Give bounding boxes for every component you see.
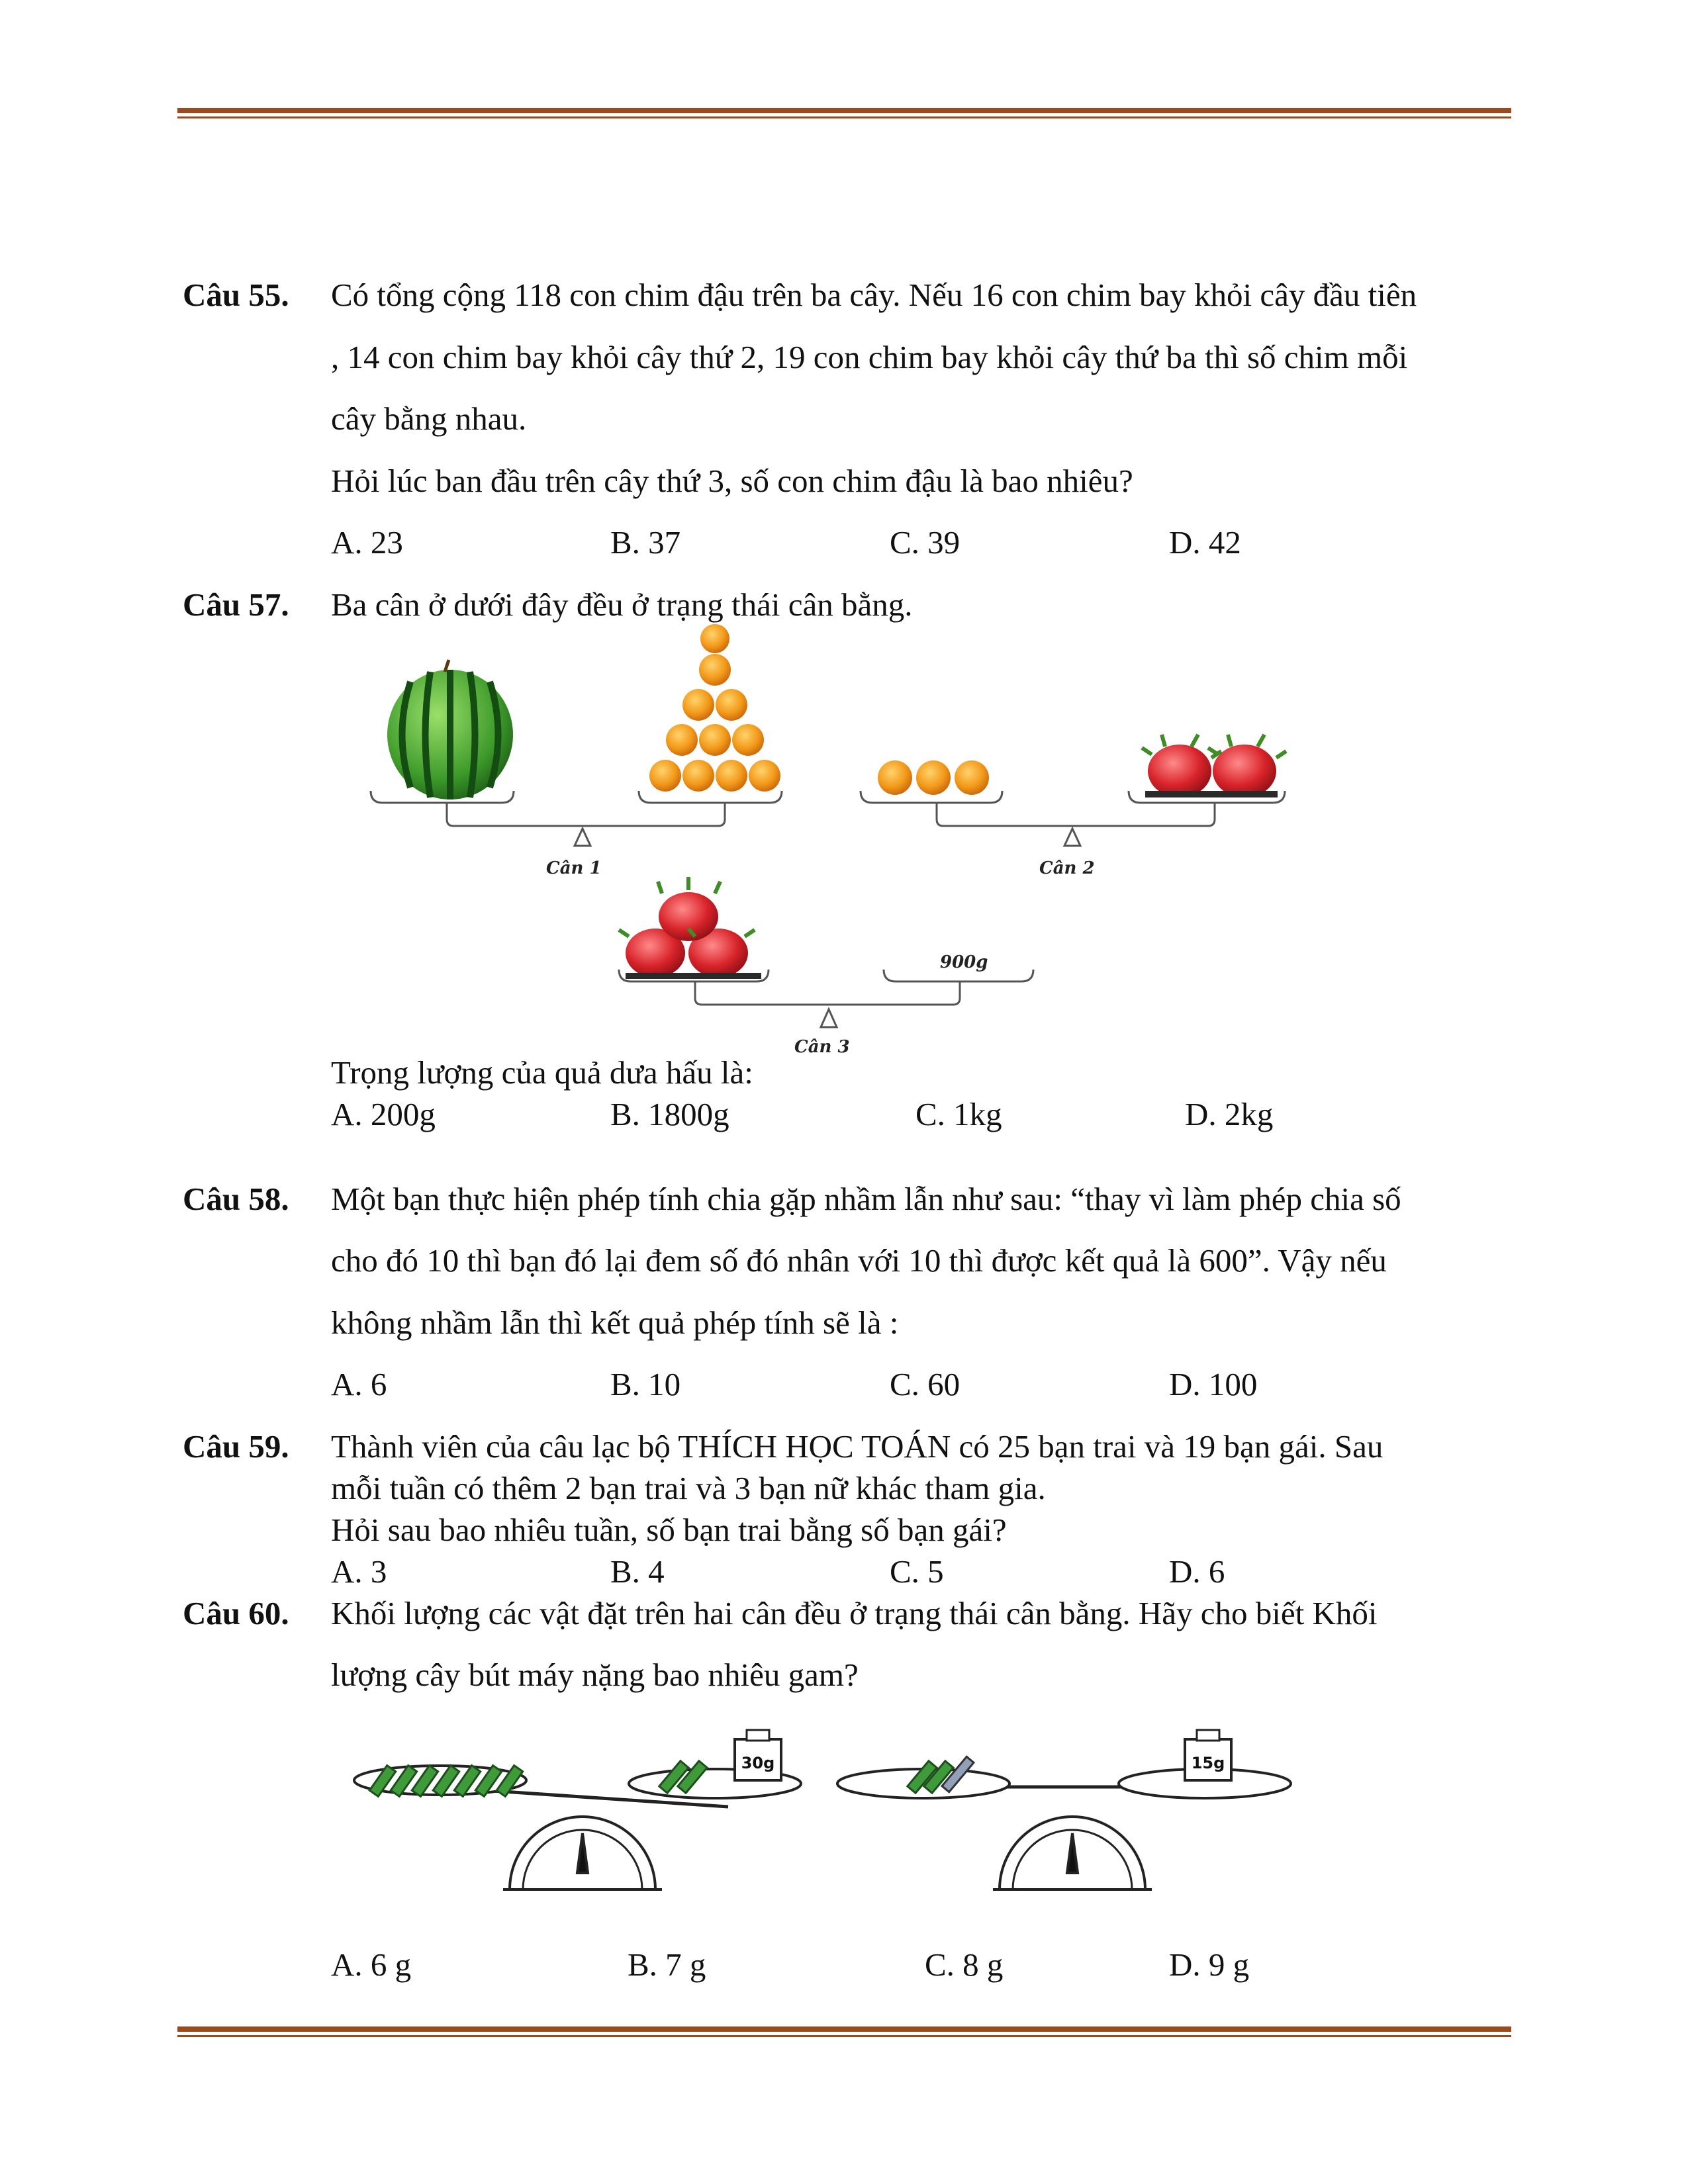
question-55-line-3: cây bằng nhau. — [331, 400, 527, 437]
scale-3-label: Cân 3 — [794, 1037, 850, 1057]
question-58-option-d: D. 100 — [1169, 1366, 1258, 1402]
question-60-option-a: A. 6 g — [331, 1946, 412, 1983]
weight-900g-label: 900g — [940, 952, 988, 972]
three-dragon-fruits-icon — [619, 877, 761, 979]
question-55-line-2: , 14 con chim bay khỏi cây thứ 2, 19 con chim bay khỏi cây thứ ba thì số chim mỗi — [331, 339, 1408, 375]
right-pen-scale — [837, 1769, 1291, 1889]
question-59-number: Câu 59. — [183, 1428, 289, 1465]
question-55-line-1: Có tổng cộng 118 con chim đậu trên ba cây. Nếu 16 con chim bay khỏi cây đầu tiên — [331, 277, 1417, 313]
question-60-line-1: Khối lượng các vật đặt trên hai cân đều ở trạng thái cân bằng. Hãy cho biết Khối — [331, 1595, 1378, 1631]
question-55-number: Câu 55. — [183, 277, 289, 313]
question-57-prompt: Trọng lượng của quả dưa hấu là: — [331, 1054, 753, 1091]
question-59-option-d: D. 6 — [1169, 1553, 1225, 1590]
bottom-divider — [177, 2026, 1511, 2037]
two-dragon-fruits-icon — [1142, 735, 1286, 797]
question-55-option-a: A. 23 — [331, 524, 403, 561]
question-58-line-1: Một bạn thực hiện phép tính chia gặp nhầm lẫn như sau: “thay vì làm phép chia số — [331, 1181, 1401, 1217]
question-55-option-d: D. 42 — [1169, 524, 1241, 561]
three-oranges-icon — [878, 760, 989, 795]
weight-30g-label: 30g — [741, 1754, 775, 1772]
question-58-line-3: không nhầm lẫn thì kết quả phép tính sẽ là : — [331, 1304, 899, 1341]
pen-scales-figure — [344, 1721, 1311, 1899]
question-59-line-1: Thành viên của câu lạc bộ THÍCH HỌC TOÁN có 25 bạn trai và 19 bạn gái. Sau — [331, 1428, 1383, 1465]
weight-15g-label: 15g — [1191, 1754, 1225, 1772]
question-59-option-c: C. 5 — [890, 1553, 944, 1590]
question-60-option-b: B. 7 g — [628, 1946, 706, 1983]
top-divider — [177, 108, 1511, 118]
question-55-option-c: C. 39 — [890, 524, 961, 561]
question-57-line-1: Ba cân ở dưới đây đều ở trạng thái cân bằng. — [331, 586, 913, 623]
oranges-pyramid-icon — [649, 624, 780, 792]
question-57-option-c: C. 1kg — [915, 1096, 1002, 1132]
balance-scales-figure — [357, 622, 1304, 1059]
question-60-option-d: D. 9 g — [1169, 1946, 1250, 1983]
question-60-line-2: lượng cây bút máy nặng bao nhiêu gam? — [331, 1657, 859, 1693]
question-59-line-3: Hỏi sau bao nhiêu tuần, số bạn trai bằng số bạn gái? — [331, 1512, 1007, 1548]
question-59-option-a: A. 3 — [331, 1553, 387, 1590]
question-60-number: Câu 60. — [183, 1595, 289, 1631]
question-58-option-a: A. 6 — [331, 1366, 387, 1402]
question-60-option-c: C. 8 g — [925, 1946, 1004, 1983]
weight-15g-icon — [1185, 1730, 1231, 1780]
question-55-line-4: Hỏi lúc ban đầu trên cây thứ 3, số con chim đậu là bao nhiêu? — [331, 463, 1133, 499]
question-57-option-a: A. 200g — [331, 1096, 436, 1132]
scale-2 — [861, 791, 1285, 846]
scale-1-label: Cân 1 — [546, 858, 602, 878]
watermelon-icon — [387, 660, 513, 799]
question-57-option-b: B. 1800g — [610, 1096, 729, 1132]
question-58-option-c: C. 60 — [890, 1366, 961, 1402]
question-55-option-b: B. 37 — [610, 524, 681, 561]
question-58-option-b: B. 10 — [610, 1366, 681, 1402]
scale-2-label: Cân 2 — [1039, 858, 1095, 878]
question-57-option-d: D. 2kg — [1185, 1096, 1274, 1132]
question-59-option-b: B. 4 — [610, 1553, 665, 1590]
question-57-number: Câu 57. — [183, 586, 289, 623]
question-58-line-2: cho đó 10 thì bạn đó lại đem số đó nhân với 10 thì được kết quả là 600”. Vậy nếu — [331, 1242, 1387, 1279]
weight-30g-icon — [735, 1730, 781, 1780]
scale-1 — [371, 791, 782, 846]
question-59-line-2: mỗi tuần có thêm 2 bạn trai và 3 bạn nữ khác tham gia. — [331, 1470, 1046, 1506]
question-58-number: Câu 58. — [183, 1181, 289, 1217]
